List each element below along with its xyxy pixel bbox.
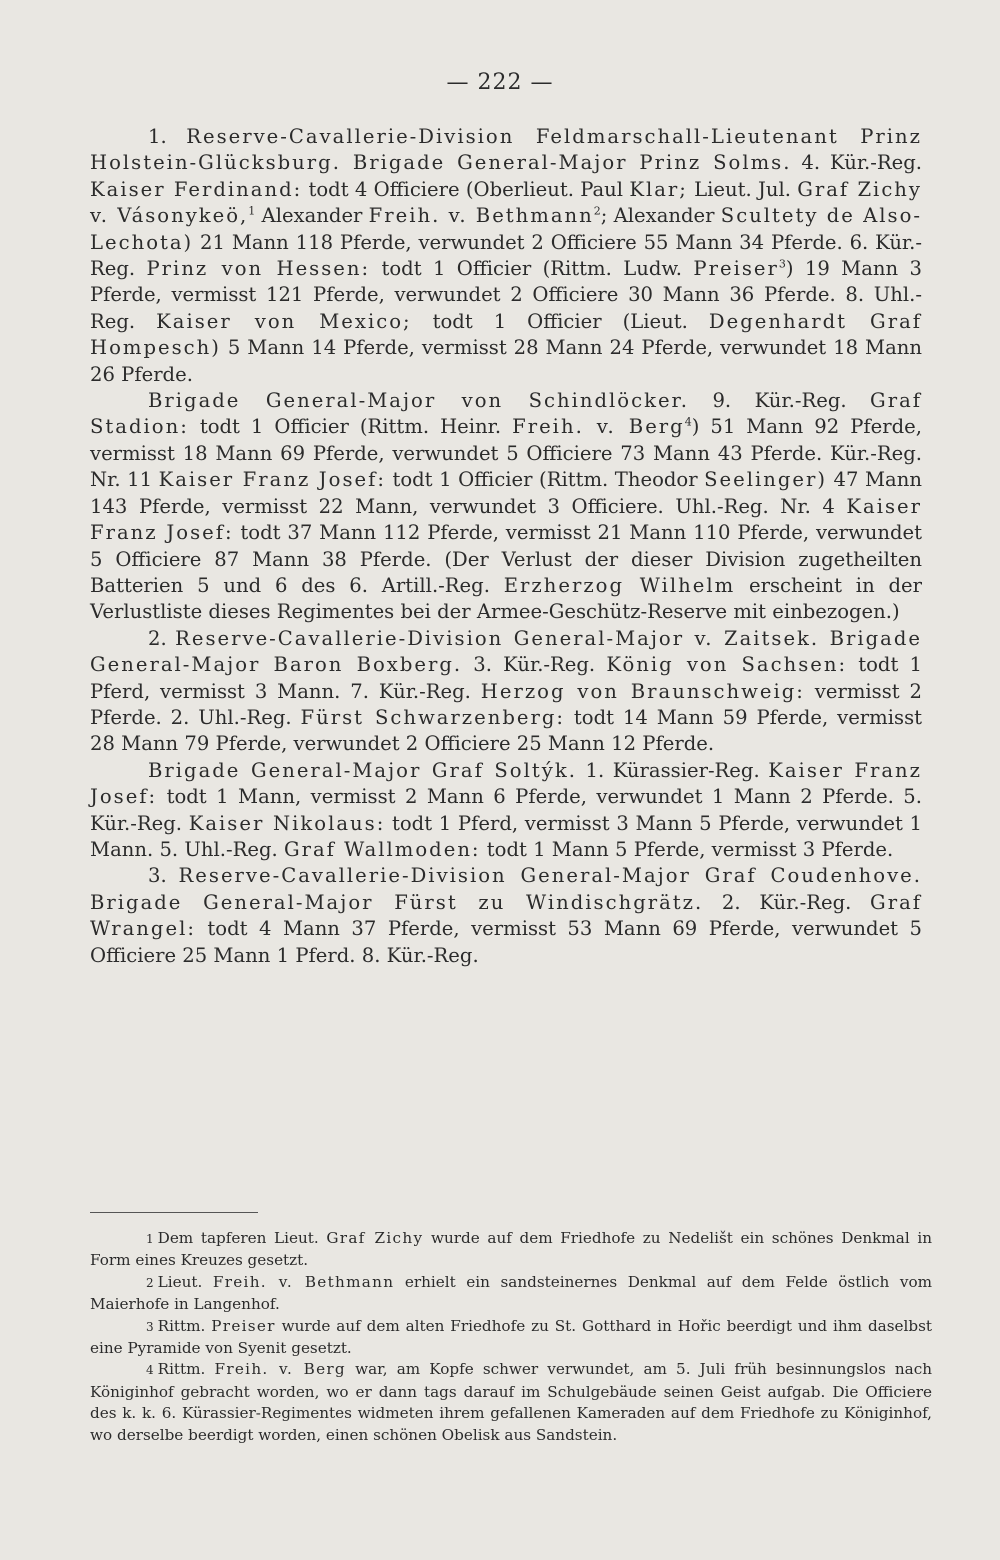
footnote-mark: 4: [146, 1363, 154, 1378]
text-run: 1.: [148, 125, 187, 148]
text-run: 1. Kürassier-Reg.: [576, 758, 769, 782]
text-run: 4. Kür.-Reg.: [791, 151, 922, 175]
spaced-text: Reserve-Cavallerie-Division General-Major v. Zaitsek. Brigade General-Major Baron Boxberg.: [90, 626, 922, 677]
spaced-text: Freih. v. Berg: [512, 415, 685, 439]
spaced-text: Brigade General-Major Graf Soltýk.: [148, 758, 577, 782]
text-run: erhielt ein sandsteinernes Denkmal auf dem Felde östlich vom Maierhofe in Langenhof.: [90, 1272, 933, 1314]
footnote-1: [90, 1228, 932, 1272]
footnote-mark: 1: [146, 1232, 154, 1246]
text-run: todt 1 Mann 5 Pferde, vermisst 3 Pferde.: [480, 837, 894, 861]
text-run: 47 Mann 143 Pferde, vermisst 22 Mann, verwundet 3 Officiere. Uhl.-Reg. Nr. 4: [90, 468, 922, 518]
spaced-text: Seelinger): [704, 468, 828, 492]
spaced-text: Scultety de Also-Lechota): [90, 204, 922, 254]
text-run: 21 Mann 118 Pferde, verwundet 2 Officiere 55 Mann 34 Pferde. 6. Kür.-Reg.: [90, 230, 922, 281]
text-run: ; Alexander: [600, 204, 721, 228]
text-run: wurde auf dem Friedhofe zu Nedelišt ein schönes Denkmal in Form eines Kreuzes gesetzt.: [90, 1229, 932, 1270]
footnote-ref: 3: [778, 257, 786, 271]
footnote-2: [90, 1272, 932, 1316]
text-run: Rittm.: [157, 1360, 215, 1379]
text-run: todt 14 Mann 59 Pferde, vermisst 28 Mann 79 Pferde, verwundet 2 Officiere 25 Mann 12 Pferde.: [90, 705, 922, 756]
spaced-text: Reserve-Cavallerie-Division General-Major Graf Coudenhove. Brigade General-Major Fürst zu Windischgrätz.: [90, 864, 922, 914]
text-run: todt 4 Mann 37 Pferde, vermisst 53 Mann 69 Pferde, verwundet 5 Officiere 25 Mann 1 Pferd. 8. Kür.-Reg.: [90, 917, 922, 967]
spaced-text: Freih. v. Bethmann: [212, 1272, 395, 1291]
spaced-text: Preiser: [693, 257, 779, 281]
text-run: 9. Kür.-Reg.: [689, 389, 871, 413]
text-run: todt 1 Pferd, vermisst 3 Mann 5 Pferde, verwundet 1 Mann. 5. Uhl.-Reg.: [90, 811, 922, 861]
spaced-text: Preiser: [211, 1316, 276, 1335]
footnote-ref: 1: [248, 204, 256, 218]
footnote-ref: 2: [593, 204, 601, 218]
spaced-text: Kaiser Ferdinand:: [90, 177, 303, 201]
paragraph-1: [90, 124, 922, 388]
text-run: todt 1 Officier (Lieut.: [411, 309, 709, 333]
text-run: erscheint in der Verlustliste dieses Regimentes bei der Armee-Geschütz-Reserve mit einbezogen.): [90, 573, 923, 624]
spaced-text: Graf Wallmoden:: [283, 837, 481, 861]
text-run: Rittm.: [157, 1316, 212, 1335]
text-run: todt 1 Mann, vermisst 2 Mann 6 Pferde, verwundet 1 Mann 2 Pferde. 5. Kür.-Reg.: [90, 785, 922, 835]
footnote-mark: 3: [146, 1319, 154, 1334]
spaced-text: Graf Wrangel:: [90, 890, 922, 941]
spaced-text: Reserve-Cavallerie-Division Feldmarschall-Lieutenant Prinz Holstein-Glücksburg. Brigade General-Major Prinz Solms.: [90, 125, 922, 175]
spaced-text: Graf Stadion:: [90, 389, 922, 439]
spaced-text: Kaiser Franz Josef:: [90, 494, 922, 545]
paragraph-3: [90, 626, 922, 758]
text-run: 3. Kür.-Reg.: [462, 653, 607, 677]
page-number: — 222 —: [446, 70, 554, 95]
spaced-text: Fürst Schwarzenberg:: [300, 705, 565, 729]
spaced-text: Kaiser Franz Josef:: [158, 468, 386, 492]
footnotes: [90, 1228, 932, 1446]
paragraph-2: [90, 388, 922, 626]
text-run: todt 1 Officier (Rittm. Ludw.: [370, 257, 694, 281]
paragraph-4: [90, 758, 922, 864]
text-run: todt 1 Pferd, vermisst 3 Mann. 7. Kür.-Reg.: [90, 653, 922, 703]
text-run: vermisst 2 Pferde. 2. Uhl.-Reg.: [90, 679, 923, 729]
text-run: ) 19 Mann 3 Pferde, vermisst 121 Pferde, verwundet 2 Officiere 30 Mann 36 Pferde. 8. Uhl.-Reg.: [90, 257, 922, 333]
paragraph-5: [90, 863, 922, 969]
text-run: Alexander: [255, 204, 369, 228]
text-run: ) 51 Mann 92 Pferde, vermisst 18 Mann 69 Pferde, verwundet 5 Officiere 73 Mann 43 Pferde. Kür.-Reg. Nr. 11: [90, 415, 923, 492]
text-run: 2.: [148, 626, 176, 650]
spaced-text: Kaiser Franz Josef:: [90, 758, 922, 809]
footnote-3: [90, 1316, 932, 1360]
footnote-4: [90, 1359, 932, 1446]
spaced-text: Degenhardt Graf Hompesch): [90, 309, 922, 360]
text-run: 5 Mann 14 Pferde, vermisst 28 Mann 24 Pferde, verwundet 18 Mann 26 Pferde.: [90, 336, 922, 386]
spaced-text: Brigade General-Major von Schindlöcker.: [148, 389, 689, 413]
text-run: todt 1 Officier (Rittm. Heinr.: [188, 415, 513, 439]
text-run: wurde auf dem alten Friedhofe zu St. Gotthard in Hořic beerdigt und ihm daselbst eine Pyramide von Syenit gesetzt.: [90, 1316, 932, 1358]
spaced-text: Klar;: [629, 177, 688, 201]
footnote-ref: 4: [684, 415, 692, 429]
spaced-text: Prinz von Hessen:: [146, 257, 371, 281]
footnote-mark: 2: [146, 1275, 154, 1290]
spaced-text: Erzherzog Wilhelm: [503, 573, 736, 597]
text-run: Dem tapferen Lieut.: [157, 1229, 327, 1247]
spaced-text: König von Sachsen:: [606, 653, 848, 677]
spaced-text: Graf Zichy v. Vásonykeö,: [90, 177, 922, 228]
text-run: 3.: [148, 864, 179, 888]
text-run: todt 1 Officier (Rittm. Theodor: [385, 468, 705, 492]
text-run: Lieut.: [157, 1272, 213, 1291]
spaced-text: Kaiser von Mexico;: [156, 309, 412, 333]
text-run: war, am Kopfe schwer verwundet, am 5. Juli früh besinnungslos nach Königinhof gebracht worden, wo er dann tags darauf im Schulgebäude seinen Geist aufgab. Die Officiere des k. k. 6. Kürassier-Regimentes widmeten ihrem gefallenen Kameraden auf dem Friedhofe zu Königinhof, wo derselbe beerdigt worden, einen schönen Obelisk aus Sandstein.: [90, 1360, 932, 1444]
spaced-text: Freih. v. Berg: [214, 1360, 346, 1379]
footnote-divider: [90, 1212, 258, 1213]
spaced-text: Herzog von Braunschweig:: [480, 679, 805, 703]
text-run: todt 37 Mann 112 Pferde, vermisst 21 Mann 110 Pferde, verwundet 5 Officiere 87 Mann 38 Pferde. (Der Verlust der dieser Division zugetheilten Batterien 5 und 6 des 6. Artill.-Reg.: [90, 521, 922, 597]
text-run: Lieut. Jul.: [687, 177, 798, 201]
spaced-text: Graf Zichy: [326, 1229, 424, 1247]
spaced-text: Freih. v. Bethmann: [368, 204, 594, 228]
body-text: [90, 124, 922, 969]
text-run: todt 4 Officiere (Oberlieut. Paul: [302, 177, 630, 201]
text-run: 2. Kür.-Reg.: [703, 890, 871, 914]
spaced-text: Kaiser Nikolaus:: [188, 811, 386, 835]
